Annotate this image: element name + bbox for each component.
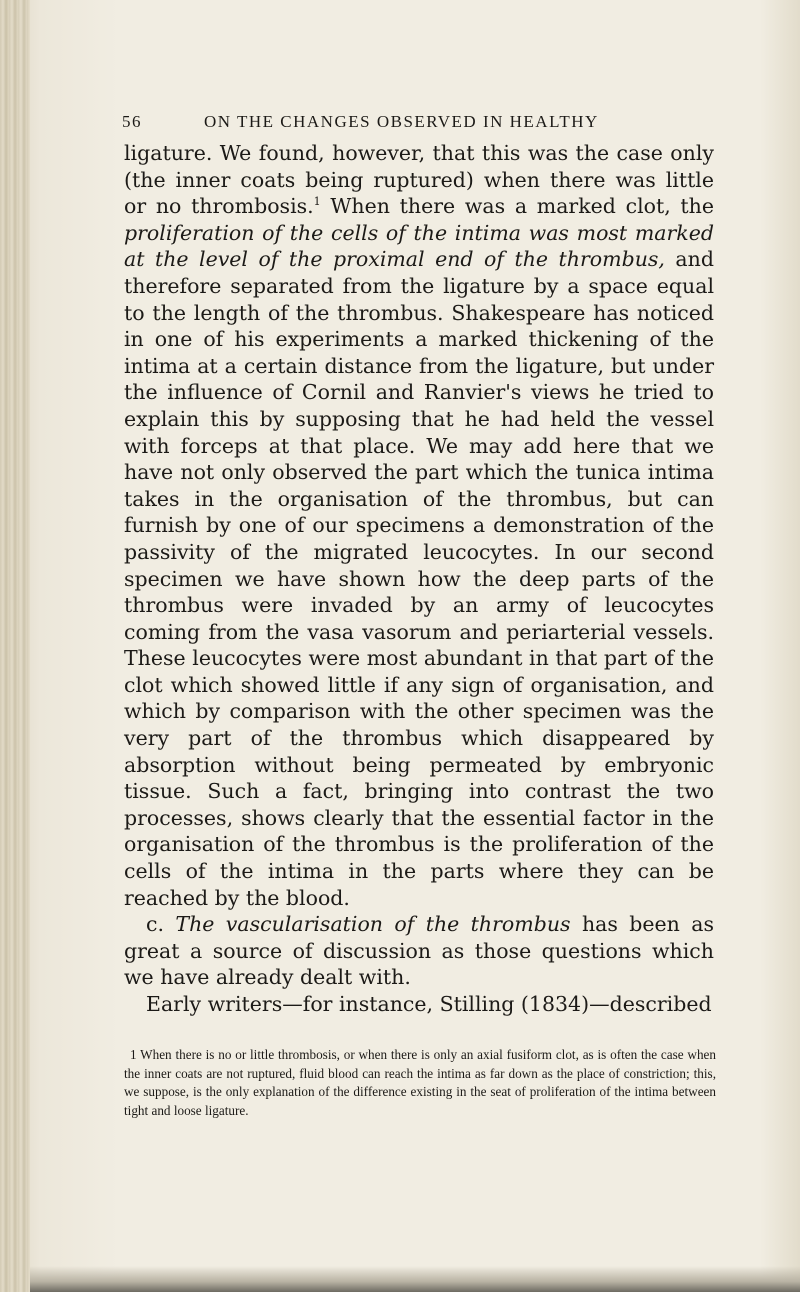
paragraph-1-part-b: When there was a marked clot, the — [320, 194, 714, 219]
page-bottom-shadow — [30, 1266, 800, 1292]
paragraph-1-part-a: ligature. We found, however, that this was the case only (the inner coats being ruptured) when there was little or no thrombosis. — [124, 141, 714, 219]
page-binding-edge — [0, 0, 30, 1292]
footnote-marker: 1 — [130, 1047, 137, 1062]
section-heading-italic: The vascularisation of the thrombus — [175, 912, 571, 937]
page-number: 56 — [122, 112, 142, 131]
footnote-text: When there is no or little thrombosis, or when there is only an axial fusiform clot, as is often the case when the inner coats are not ruptured, fluid blood can reach the intima as far down as the place of constriction; this, we suppose, is the only explanation of the difference existing in the seat of proliferation of the intima between tight and loose ligature. — [124, 1047, 716, 1118]
paragraph-2 — [124, 911, 714, 991]
paragraph-2-text: has been as great a source of discussion as those questions which we have already dealt with. — [124, 912, 715, 990]
paragraph-3: Early writers—for instance, Stilling (1834)—described — [146, 992, 712, 1016]
footnote-reference: 1 — [313, 195, 321, 209]
paragraph-1-part-c: and therefore separated from the ligature by a space equal to the length of the thrombus. Shakespeare has noticed in one of his experiments a marked thickening of the intima at a certain distance from the ligature, but under the influence of Cornil and Ranvier's views he tried to explain this by supposing that he had held the vessel with forceps at that place. We may add here that we have not only observed the part which the tunica intima takes in the organisation of the thrombus, but can furnish by one of our specimens a demonstration of the passivity of the migrated leucocytes. In our second specimen we have shown how the deep parts of the thrombus were invaded by an army of leucocytes coming from the vasa vasorum and periarterial vessels. These leucocytes were most abundant in that part of the clot which showed little if any sign of organisation, and which by comparison with the other specimen was the very part of the thrombus which disappeared by absorption without being permeated by embryonic tissue. Such a fact, bringing into contrast the two processes, shows clearly that the essential factor in the organisation of the thrombus is the proliferation of the cells of the intima in the parts where they can be reached by the blood. — [124, 247, 714, 910]
footnote-paragraph — [124, 1046, 716, 1120]
footnote — [124, 1046, 716, 1120]
running-title: ON THE CHANGES OBSERVED IN HEALTHY — [204, 112, 599, 131]
section-label: c. — [146, 912, 176, 937]
paragraph-1 — [124, 140, 714, 911]
body-text — [124, 140, 714, 1018]
italic-emphasis: proliferation of the cells of the intima was most marked at the level of the proximal end of the thrombus, — [124, 220, 714, 272]
